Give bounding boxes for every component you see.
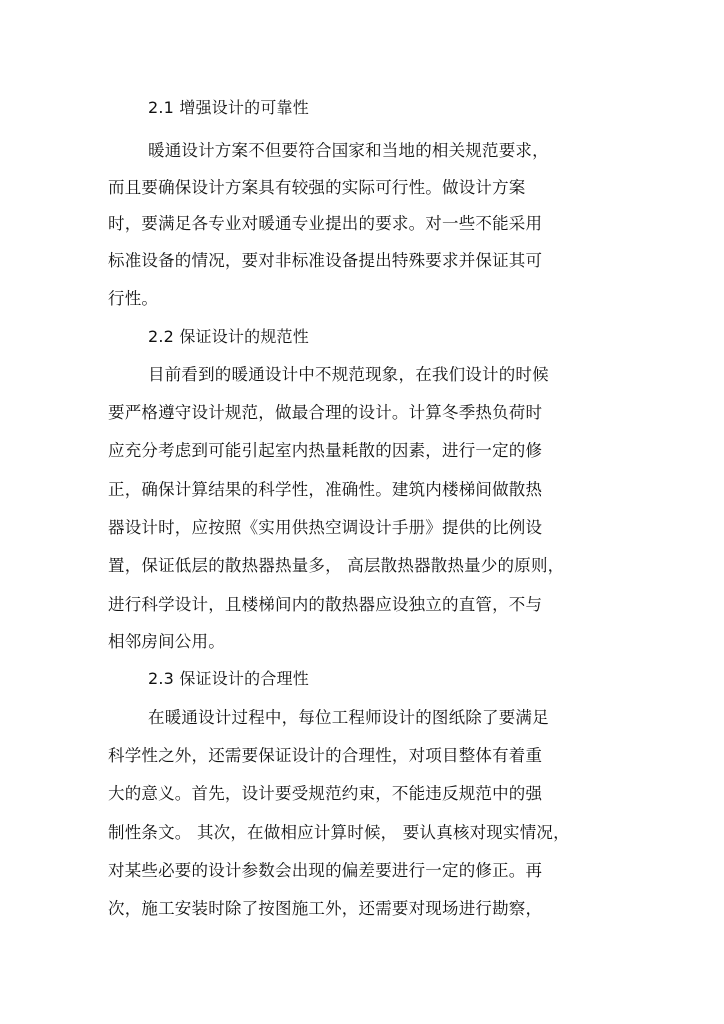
section-heading-2-1: 2.1 增强设计的可靠性 xyxy=(148,98,309,117)
paragraph-line: 时，要满足各专业对暖通专业提出的要求。对一些不能采用 xyxy=(108,214,543,233)
paragraph-line: 进行科学设计，且楼梯间内的散热器应设独立的直管，不与 xyxy=(108,595,543,614)
paragraph-line: 正，确保计算结果的科学性，准确性。建筑内楼梯间做散热 xyxy=(108,480,543,499)
paragraph-line: 制性条文。 其次，在做相应计算时候， 要认真核对现实情况， xyxy=(108,823,570,842)
paragraph-line: 在暖通设计过程中，每位工程师设计的图纸除了要满足 xyxy=(148,708,549,727)
paragraph-line: 次，施工安装时除了按图施工外，还需要对现场进行勘察， xyxy=(108,899,543,918)
paragraph-line: 暖通设计方案不但要符合国家和当地的相关规范要求， xyxy=(148,141,549,160)
paragraph-line: 要严格遵守设计规范，做最合理的设计。计算冬季热负荷时 xyxy=(108,403,543,422)
paragraph-line: 而且要确保设计方案具有较强的实际可行性。做设计方案 xyxy=(108,178,526,197)
section-heading-2-3: 2.3 保证设计的合理性 xyxy=(148,669,309,688)
paragraph-line: 大的意义。首先，设计要受规范约束，不能违反规范中的强 xyxy=(108,784,543,803)
paragraph-line: 相邻房间公用。 xyxy=(108,632,225,651)
paragraph-line: 对某些必要的设计参数会出现的偏差要进行一定的修正。再 xyxy=(108,861,543,880)
paragraph-line: 器设计时，应按照《实用供热空调设计手册》提供的比例设 xyxy=(108,518,543,537)
paragraph-line: 置，保证低层的散热器热量多， 高层散热器散热量少的原则， xyxy=(108,556,565,575)
paragraph-line: 应充分考虑到可能引起室内热量耗散的因素，进行一定的修 xyxy=(108,441,543,460)
paragraph-line: 标准设备的情况，要对非标准设备提出特殊要求并保证其可 xyxy=(108,251,543,270)
paragraph-line: 行性。 xyxy=(108,289,159,308)
paragraph-line: 目前看到的暖通设计中不规范现象，在我们设计的时候 xyxy=(148,365,549,384)
paragraph-line: 科学性之外，还需要保证设计的合理性，对项目整体有着重 xyxy=(108,746,543,765)
section-heading-2-2: 2.2 保证设计的规范性 xyxy=(148,327,309,346)
